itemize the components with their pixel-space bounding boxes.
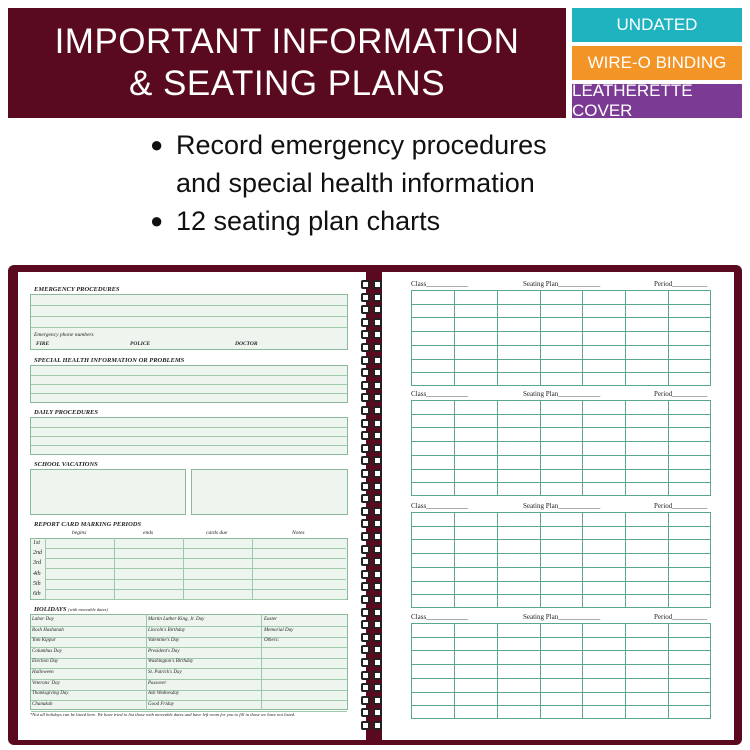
- holiday-name: Passover: [148, 680, 167, 686]
- doctor-label: DOCTOR: [235, 341, 258, 347]
- coil-ring: [359, 696, 387, 705]
- seating-class-label: Class____________: [411, 502, 469, 510]
- holiday-name: Martin Luther King, Jr. Day: [148, 617, 205, 622]
- daily-label: DAILY PROCEDURES: [34, 409, 98, 416]
- coil-ring: [359, 293, 387, 302]
- coil-ring: [359, 469, 387, 478]
- emergency-label: EMERGENCY PROCEDURES: [34, 286, 120, 293]
- coil-ring: [359, 444, 387, 453]
- seating-plan-label: Seating Plan____________: [523, 613, 601, 621]
- coil-ring: [359, 721, 387, 730]
- period-line: [46, 558, 346, 559]
- seating-period-label: Period__________: [654, 390, 708, 398]
- holiday-line: [31, 647, 347, 648]
- feature-text-continued: and special health information: [176, 168, 535, 198]
- coil-ring: [359, 620, 387, 629]
- period-label: 5th: [33, 580, 41, 587]
- seating-grid-row: [411, 482, 711, 483]
- title-line-1: IMPORTANT INFORMATION: [54, 22, 520, 61]
- seating-period-label: Period__________: [654, 613, 708, 621]
- vacations-box-left: [30, 469, 186, 515]
- holiday-name: Yom Kippur: [32, 638, 56, 644]
- coil-ring: [359, 330, 387, 339]
- report-col-begins: begins: [72, 530, 87, 536]
- coil-ring: [359, 545, 387, 554]
- seating-grid-row: [411, 304, 711, 305]
- seating-grid-row: [411, 650, 711, 651]
- daily-box: [30, 417, 348, 455]
- holiday-name: St. Patrick's Day: [148, 670, 182, 675]
- holiday-name: Lincoln's Birthday: [148, 627, 186, 633]
- seating-grid-row: [411, 594, 711, 595]
- holiday-line: [31, 626, 347, 627]
- holiday-name: Election Day: [32, 659, 59, 665]
- seating-grid-row: [411, 372, 711, 373]
- seating-grid-row: [411, 692, 711, 693]
- coil-ring: [359, 494, 387, 503]
- health-box: [30, 365, 348, 403]
- holiday-name: Veterans' Day: [32, 680, 60, 686]
- holiday-name: Memorial Day: [264, 627, 294, 633]
- coil-ring: [359, 671, 387, 680]
- coil-ring: [359, 658, 387, 667]
- seating-grid-row: [411, 359, 711, 360]
- seating-plan-label: Seating Plan____________: [523, 280, 601, 288]
- vacations-label: SCHOOL VACATIONS: [34, 461, 98, 468]
- holiday-name: Ash Wednesday: [148, 691, 180, 697]
- emergency-box: [30, 294, 348, 350]
- coil-ring: [359, 633, 387, 642]
- period-label: 4th: [33, 570, 41, 577]
- holiday-divider: [261, 614, 262, 710]
- coil-ring: [359, 280, 387, 289]
- phone-label: Emergency phone numbers: [34, 332, 94, 338]
- coil-ring: [359, 507, 387, 516]
- feature-list: [150, 126, 547, 240]
- coil-ring: [359, 595, 387, 604]
- coil-ring: [359, 519, 387, 528]
- seating-plan-label: Seating Plan____________: [523, 502, 601, 510]
- holiday-name: Columbus Day: [32, 648, 62, 654]
- period-label: 2nd: [33, 550, 42, 557]
- seating-plan-label: Seating Plan____________: [523, 390, 601, 398]
- seating-grid-row: [411, 637, 711, 638]
- feature-item: [150, 126, 547, 164]
- holiday-name: Rosh Hashanah: [32, 627, 64, 633]
- seating-grid-row: [411, 441, 711, 442]
- holiday-name: Washington's Birthday: [148, 659, 194, 665]
- bullet-icon: ●: [150, 132, 164, 157]
- seating-grid-row: [411, 455, 711, 456]
- police-label: POLICE: [130, 341, 151, 347]
- seating-grid-row: [411, 539, 711, 540]
- holiday-name: Chanukah: [32, 701, 53, 707]
- holiday-name: Labor Day: [32, 617, 54, 622]
- coil-ring: [359, 608, 387, 617]
- period-line: [46, 589, 346, 590]
- seating-class-label: Class____________: [411, 613, 469, 621]
- title-banner: [8, 8, 566, 118]
- coil-ring: [359, 356, 387, 365]
- holiday-line: [31, 679, 347, 680]
- seating-grid-row: [411, 469, 711, 470]
- seating-grid-row: [411, 581, 711, 582]
- holiday-line: [31, 700, 347, 701]
- seating-grid-row: [411, 553, 711, 554]
- holiday-name: Others:: [264, 638, 280, 644]
- period-line: [46, 599, 346, 600]
- seating-grid-row: [411, 331, 711, 332]
- period-line: [46, 568, 346, 569]
- coil-ring: [359, 645, 387, 654]
- report-label: REPORT CARD MARKING PERIODS: [34, 521, 142, 528]
- feature-text: 12 seating plan charts: [176, 206, 441, 236]
- coil-ring: [359, 708, 387, 717]
- title-line-2: & SEATING PLANS: [128, 64, 446, 103]
- badge-undated: UNDATED: [572, 8, 742, 42]
- feature-item: [150, 202, 547, 240]
- coil-ring: [359, 343, 387, 352]
- seating-period-label: Period__________: [654, 502, 708, 510]
- seating-grid-row: [411, 526, 711, 527]
- holidays-label: HOLIDAYS (with moveable dates): [34, 606, 108, 613]
- seating-class-label: Class____________: [411, 390, 469, 398]
- coil-ring: [359, 393, 387, 402]
- holiday-line: [31, 690, 347, 691]
- coil-ring: [359, 683, 387, 692]
- report-col-cards-due: cards due: [206, 530, 228, 536]
- holiday-name: President's Day: [148, 648, 180, 654]
- bullet-icon: ●: [150, 208, 164, 233]
- period-label: 1st: [33, 540, 41, 546]
- coil-ring: [359, 305, 387, 314]
- coil-ring: [359, 532, 387, 541]
- vacations-box-right: [191, 469, 348, 515]
- report-col-ends: ends: [143, 530, 154, 536]
- badge-wire-o-binding: WIRE-O BINDING: [572, 46, 742, 80]
- coil-ring: [359, 557, 387, 566]
- seating-grid-row: [411, 427, 711, 428]
- badge-leatherette-cover: LEATHERETTE COVER: [572, 84, 742, 118]
- period-label: 3rd: [33, 560, 42, 567]
- coil-ring: [359, 419, 387, 428]
- coil-ring: [359, 482, 387, 491]
- coil-ring: [359, 456, 387, 465]
- holiday-name: Good Friday: [148, 701, 174, 707]
- coil-ring: [359, 368, 387, 377]
- holiday-name: Halloween: [32, 670, 54, 675]
- seating-grid-row: [411, 664, 711, 665]
- period-line: [46, 579, 346, 580]
- coil-ring: [359, 570, 387, 579]
- coil-ring: [359, 582, 387, 591]
- holiday-divider: [146, 614, 147, 710]
- seating-period-label: Period__________: [654, 280, 708, 288]
- seating-grid-row: [411, 414, 711, 415]
- holidays-footnote: *Not all holidays can be listed here. We have tried to list those with moveable dates and have left room for you to fill in those we have not listed.: [30, 712, 296, 717]
- seating-grid-row: [411, 567, 711, 568]
- coil-ring: [359, 406, 387, 415]
- period-label: 6th: [33, 591, 41, 597]
- seating-class-label: Class____________: [411, 280, 469, 288]
- seating-grid-row: [411, 705, 711, 706]
- coil-ring: [359, 431, 387, 440]
- coil-ring: [359, 381, 387, 390]
- coil-ring: [359, 318, 387, 327]
- holiday-line: [31, 637, 347, 638]
- holiday-line: [31, 668, 347, 669]
- health-label: SPECIAL HEALTH INFORMATION OR PROBLEMS: [34, 357, 185, 364]
- period-line: [46, 548, 346, 549]
- holiday-name: Thanksgiving Day: [32, 691, 69, 697]
- seating-grid-row: [411, 678, 711, 679]
- report-col-notes: Notes: [292, 530, 305, 536]
- holiday-name: Easter: [264, 617, 278, 622]
- fire-label: FIRE: [36, 341, 50, 347]
- seating-grid-row: [411, 345, 711, 346]
- holiday-name: Valentine's Day: [148, 638, 180, 644]
- seating-grid-row: [411, 317, 711, 318]
- feature-text: Record emergency procedures: [176, 130, 547, 160]
